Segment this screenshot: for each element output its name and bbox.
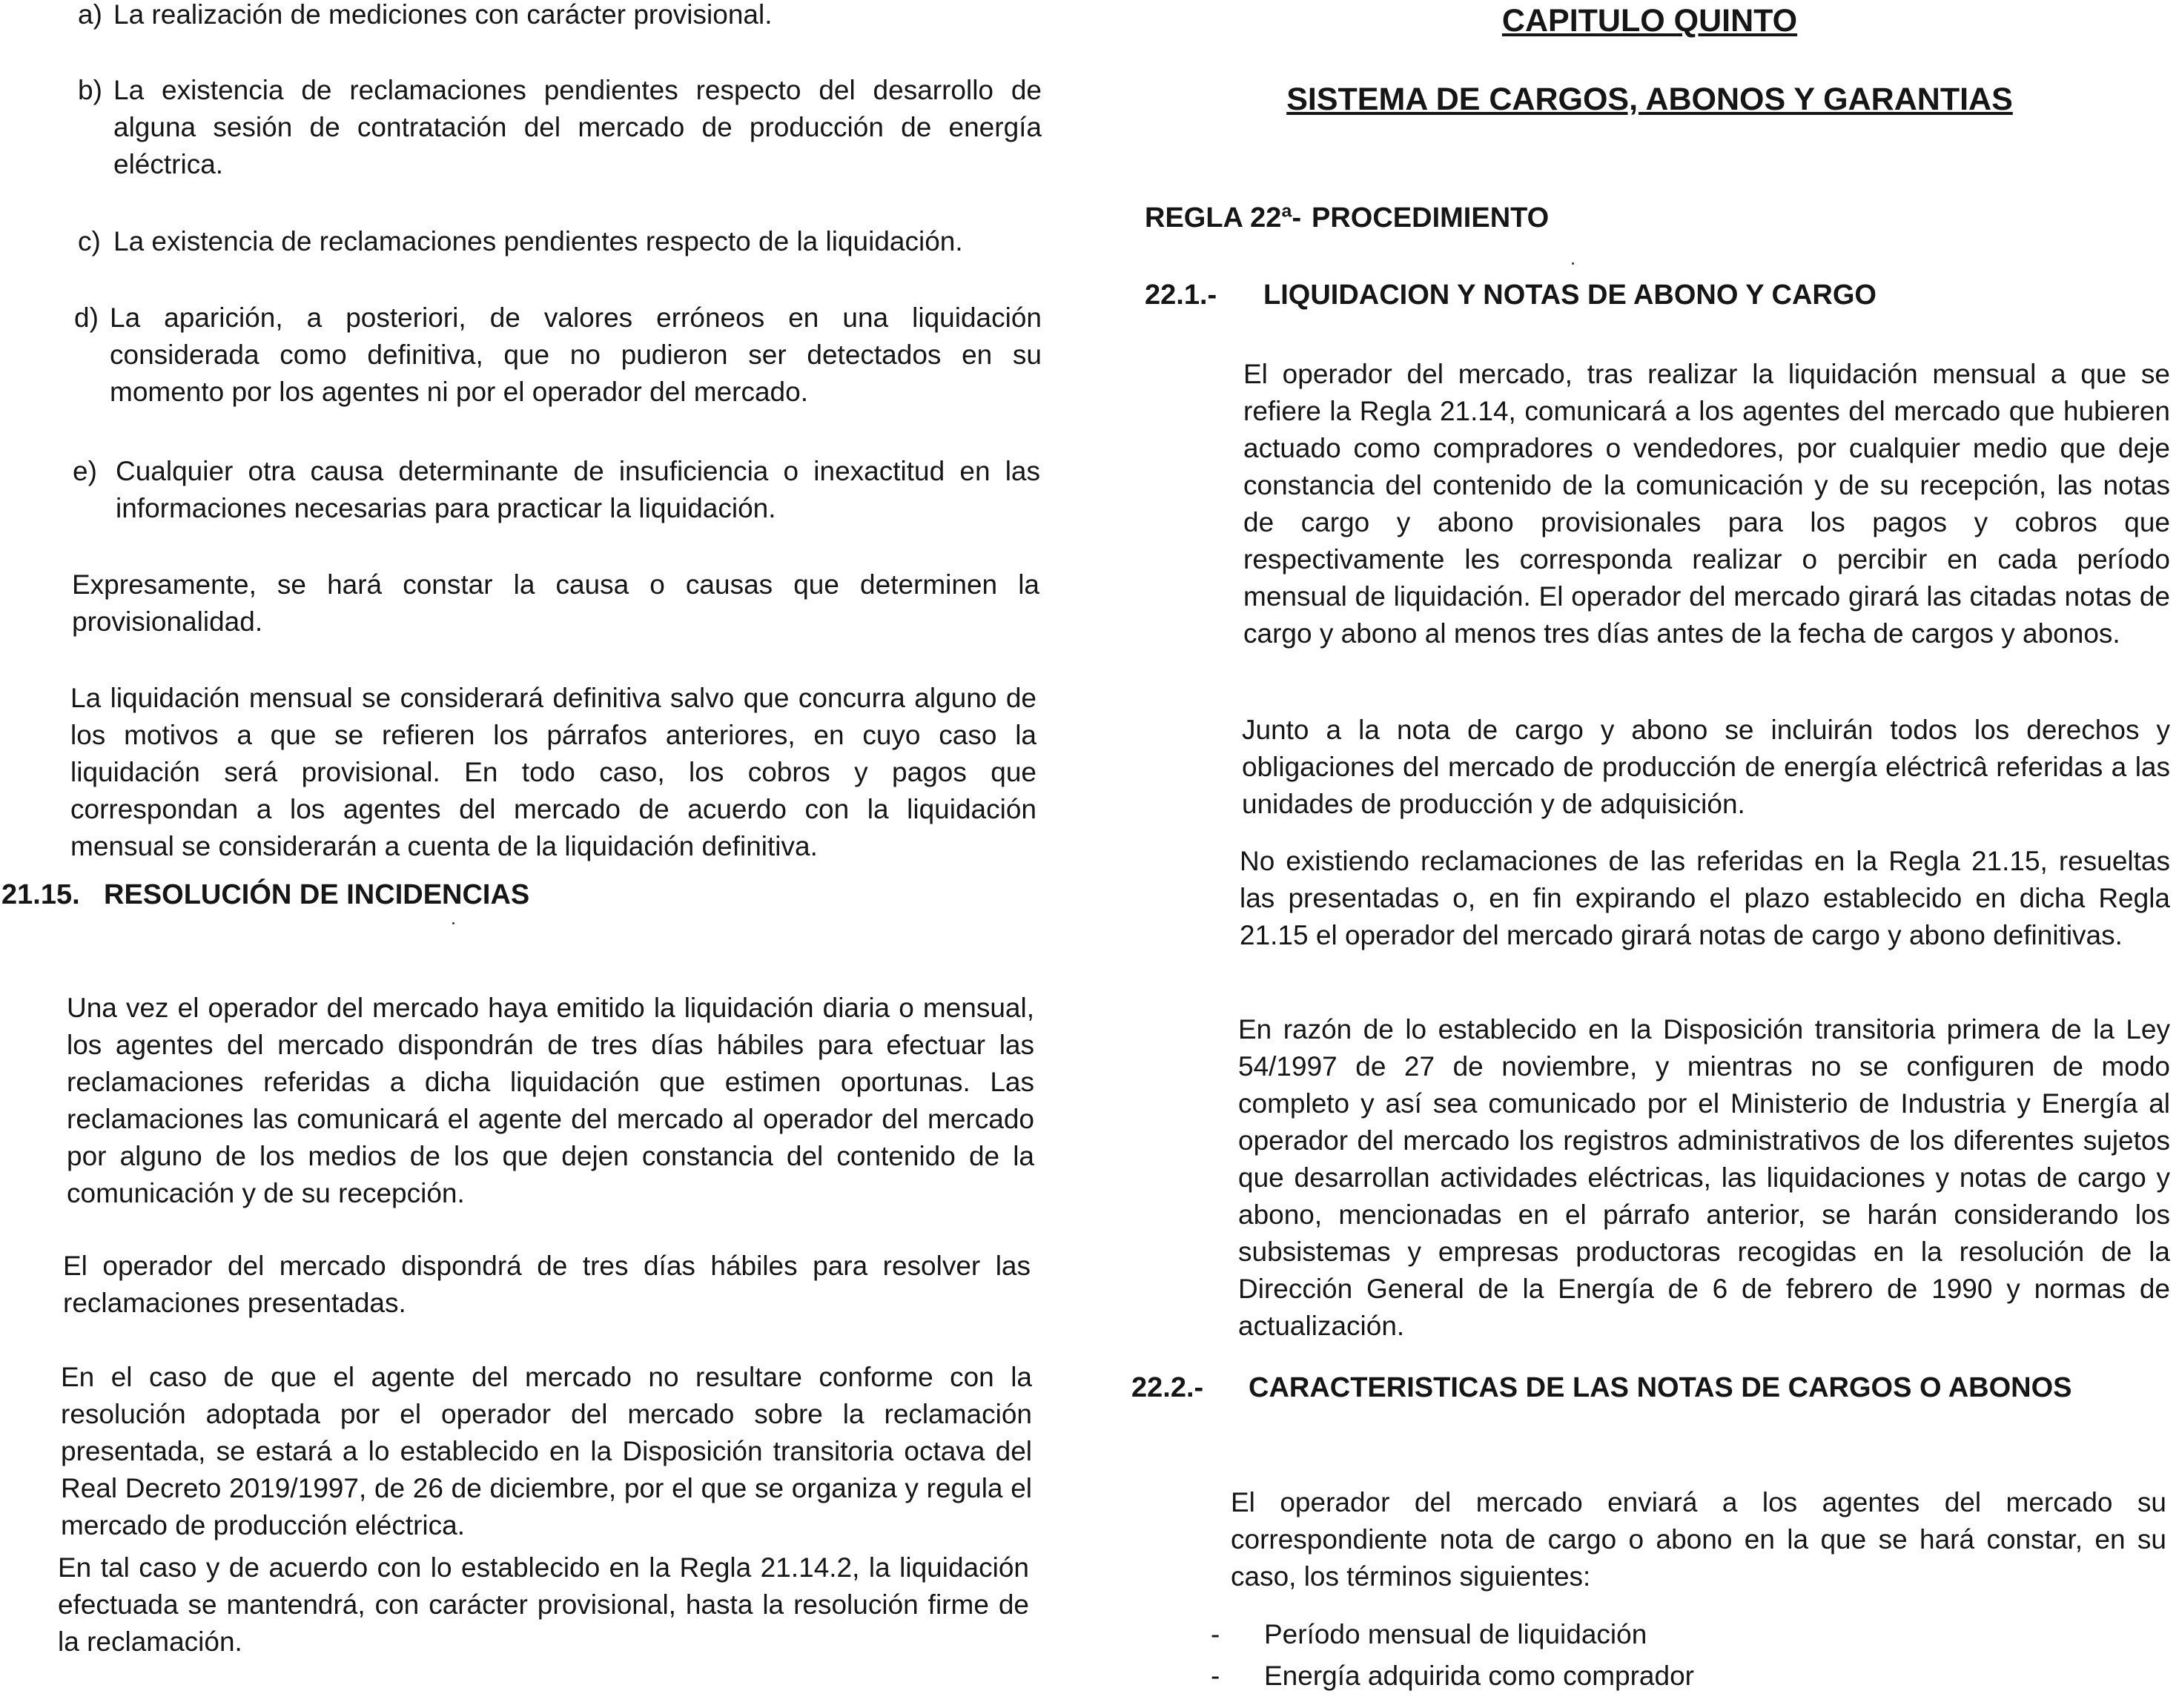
section-title: RESOLUCIÓN DE INCIDENCIAS (104, 879, 530, 910)
list-item-text: La existencia de reclamaciones pendientes respecto de la liquidación. (113, 226, 963, 256)
paragraph: Una vez el operador del mercado haya emitido la liquidación diaria o mensual, los agentes del mercado dispondrán de tres días hábiles para efectuar las reclamaciones referidas a dicha liquidación que estimen oportunas. Las reclamaciones las comunicará el agente del mercado al operador del mercado por alguno de los medios de los que dejen constancia del contenido de la comunicación y de su recepción. (67, 993, 1034, 1208)
scan-speck (452, 922, 454, 924)
list-item-text: La aparición, a posteriori, de valores erróneos en una liquidación considerada como definitiva, que no pudieron ser detectados en su momento por los agentes ni por el operador del mercado. (110, 302, 1042, 407)
list-item-text: Cualquier otra causa determinante de insuficiencia o inexactitud en las informaciones necesarias para practicar la liquidación. (116, 456, 1040, 523)
list-item-label: b) (78, 75, 102, 105)
list-item-text: La realización de mediciones con carácter provisional. (113, 0, 773, 30)
list-item-label: a) (78, 0, 102, 30)
dash-bullet: - (1211, 1619, 1220, 1649)
paragraph: El operador del mercado, tras realizar la liquidación mensual a que se refiere la Regla 21.14, comunicará a los agentes del mercado que hubieren actuado como compradores o vendedores, por cualquier medio que deje constancia del contenido de la comunicación y de su recepción, las notas de cargo y abono provisionales para los pagos y cobros que respectivamente les corresponda realizar o percibir en cada período mensual de liquidación. El operador del mercado girará las citadas notas de cargo y abono al menos tres días antes de la fecha de cargos y abonos. (1243, 359, 2170, 649)
dash-bullet: - (1211, 1661, 1220, 1691)
paragraph: Junto a la nota de cargo y abono se incluirán todos los derechos y obligaciones del mercado de producción de energía eléctricâ referidas a las unidades de producción y de adquisición. (1242, 715, 2170, 819)
list-item-text: Período mensual de liquidación (1264, 1619, 1647, 1649)
section-heading (1131, 1370, 2072, 1406)
paragraph: El operador del mercado enviará a los agentes del mercado su correspondiente nota de cargo o abono en la que se hará constar, en su caso, los términos siguientes: (1231, 1487, 2166, 1592)
paragraph: La liquidación mensual se considerará definitiva salvo que concurra alguno de los motivos a que se refieren los párrafos anteriores, en cuyo caso la liquidación será provisional. En todo caso, los cobros y pagos que correspondan a los agentes del mercado de acuerdo con la liquidación mensual se considerarán a cuenta de la liquidación definitiva. (70, 683, 1036, 861)
section-number: 21.15. (1, 879, 80, 910)
section-title: LIQUIDACION Y NOTAS DE ABONO Y CARGO (1263, 279, 1877, 311)
list-item (78, 72, 1042, 183)
section-heading (1145, 277, 1877, 313)
section-number: 22.2.- (1131, 1372, 1204, 1403)
paragraph: En razón de lo establecido en la Disposición transitoria primera de la Ley 54/1997 de 27 de noviembre, y mientras no se configuren de modo completo y así sea comunicado por el Ministerio de Industria y Energía al operador del mercado los registros administrativos de los diferentes sujetos que desarrollan actividades eléctricas, las liquidaciones y notas de cargo y abono, mencionadas en el párrafo anterior, se harán considerando los subsistemas y empresas productoras recogidas en la resolución de la Dirección General de la Energía de 6 de febrero de 1990 y normas de actualización. (1238, 1014, 2170, 1341)
list-item-text: Energía adquirida como comprador (1264, 1661, 1694, 1691)
list-item-label: e) (73, 456, 97, 486)
section-title: CARACTERISTICAS DE LAS NOTAS DE CARGOS O ABONOS (1249, 1372, 2072, 1403)
section-heading (1, 877, 529, 913)
rule-heading (1145, 200, 1549, 236)
rule-title: PROCEDIMIENTO (1312, 202, 1550, 234)
scan-speck (1572, 262, 1574, 265)
paragraph: El operador del mercado dispondrá de tres días hábiles para resolver las reclamaciones presentadas. (63, 1251, 1031, 1318)
list-item (78, 223, 1042, 260)
list-item-label: c) (78, 226, 101, 256)
list-item (73, 453, 1040, 527)
chapter-subtitle: SISTEMA DE CARGOS, ABONOS Y GARANTIAS (1286, 82, 2013, 117)
paragraph: En tal caso y de acuerdo con lo establecido en la Regla 21.14.2, la liquidación efectuada se mantendrá, con carácter provisional, hasta la resolución firme de la reclamación. (58, 1552, 1029, 1657)
paragraph: No existiendo reclamaciones de las referidas en la Regla 21.15, resueltas las presentadas o, en fin expirando el plazo establecido en dicha Regla 21.15 el operador del mercado girará notas de cargo y abono definitivas. (1240, 846, 2170, 950)
list-item (74, 299, 1042, 411)
rule-label: REGLA 22ª- (1145, 202, 1302, 234)
chapter-title: CAPITULO QUINTO (1501, 3, 1798, 39)
paragraph: En el caso de que el agente del mercado no resultare conforme con la resolución adoptada por el operador del mercado sobre la reclamación presentada, se estará a lo establecido en la Disposición transitoria octava del Real Decreto 2019/1997, de 26 de diciembre, por el que se organiza y regula el mercado de producción eléctrica. (61, 1362, 1032, 1540)
list-item-text: La existencia de reclamaciones pendientes respecto del desarrollo de alguna sesión de contratación del mercado de producción de energía eléctrica. (113, 75, 1042, 179)
paragraph: Expresamente, se hará constar la causa o causas que determinen la provisionalidad. (72, 569, 1039, 637)
section-number: 22.1.- (1145, 279, 1217, 311)
list-item (78, 0, 1042, 33)
list-item-label: d) (74, 302, 99, 333)
